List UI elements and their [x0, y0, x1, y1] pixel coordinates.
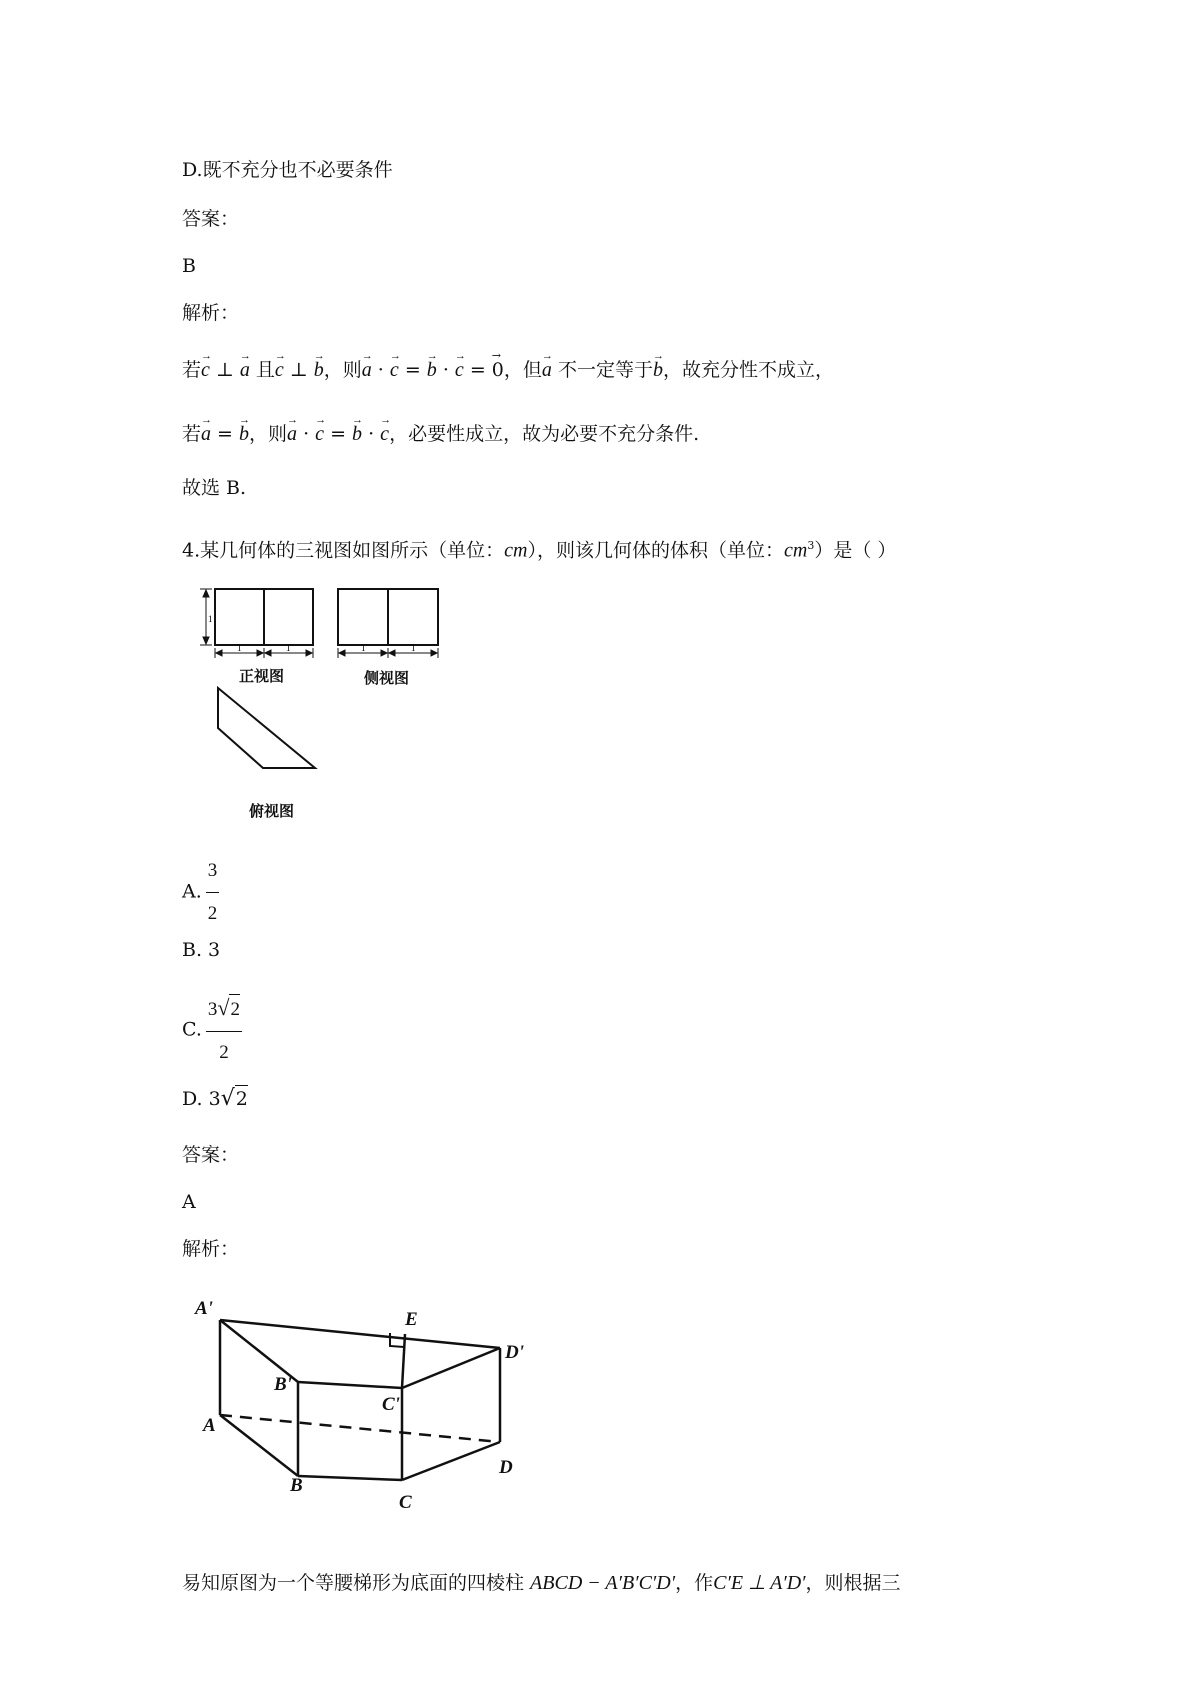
top-view: [218, 688, 315, 768]
fraction-3sqrt2-over-2: $\frac{3√2}{2}$: [207, 995, 240, 1063]
analysis-label: 解析：: [182, 302, 240, 324]
option-d-q3: D.既不充分也不必要条件: [182, 159, 393, 181]
side-dimension: [338, 648, 438, 658]
front-dimension: [215, 648, 313, 658]
label-B-prime: B': [274, 1374, 292, 1395]
answer-label-2: 答案：: [182, 1144, 240, 1166]
label-C-prime: C': [382, 1394, 400, 1415]
three-view-figure: [195, 578, 455, 828]
explanation-line-1: 若→ c ⊥ → a 且→ c ⊥ → b，则→ a · → c = → b · → c = → 0，但→ a 不一定等于→ b，故充分性不成立，: [182, 357, 834, 383]
explanation-line-2: 若→ a = → b，则→ a · → c = → b · → c，必要性成立，故为必要不充分条件.: [182, 421, 699, 447]
dim-v: 1: [208, 614, 213, 624]
label-A: A: [203, 1415, 216, 1436]
dim-side-1: 1: [361, 643, 366, 653]
top-view-label: 俯视图: [249, 802, 295, 820]
final-explanation: 易知原图为一个等腰梯形为底面的四棱柱 ABCD − A′B′C′D′，作C′E ⊥ A′D′，则根据三: [182, 1572, 901, 1594]
conclusion: 故选 B.: [182, 477, 247, 499]
side-view: [338, 589, 438, 645]
option-b: B. 3: [182, 939, 221, 961]
label-A-prime: A': [195, 1298, 213, 1319]
label-D-prime: D': [505, 1342, 524, 1363]
analysis-label-2: 解析：: [182, 1238, 240, 1260]
dim-front-1: 1: [237, 643, 242, 653]
label-B: B: [290, 1475, 303, 1496]
option-c: C. $\frac{3√2}{2}$: [182, 993, 242, 1068]
label-D: D: [499, 1457, 513, 1478]
front-view: [215, 589, 313, 645]
fraction-3-over-2: $\frac{3}{2}$: [206, 856, 220, 929]
prism-figure: [190, 1290, 550, 1510]
label-E: E: [405, 1309, 418, 1330]
option-a: A. $\frac{3}{2}$: [182, 856, 219, 929]
front-view-label: 正视图: [239, 667, 285, 685]
dim-front-2: 1: [286, 643, 291, 653]
answer-value: B: [182, 255, 196, 277]
answer-label: 答案：: [182, 208, 240, 230]
answer-value-2: A: [182, 1191, 196, 1213]
label-C: C: [399, 1492, 412, 1513]
option-d: D. 3√2: [182, 1086, 248, 1111]
question-4: 4.某几何体的三视图如图所示（单位：cm），则该几何体的体积（单位：$cm^3$）是（ ）: [182, 539, 897, 562]
side-view-label: 侧视图: [364, 669, 410, 687]
dim-side-2: 1: [411, 643, 416, 653]
